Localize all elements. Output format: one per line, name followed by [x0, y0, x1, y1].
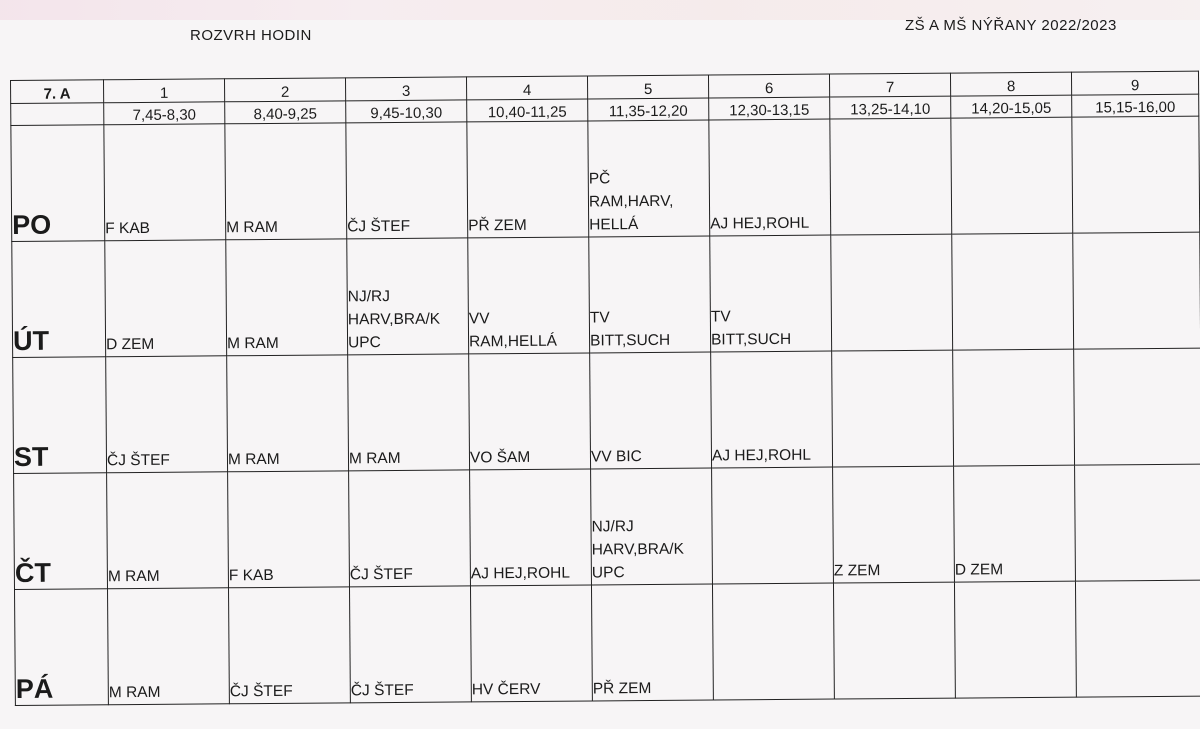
- day-row-pa: [15, 580, 1200, 705]
- day-label: ÚT: [12, 241, 106, 358]
- day-label: ČT: [14, 473, 108, 590]
- lesson-cell: Z ZEM: [833, 466, 955, 583]
- period-number: 4: [466, 76, 587, 100]
- lesson-cell: TV BITT,SUCH: [589, 236, 711, 353]
- lesson-cell: HV ČERV: [470, 585, 592, 702]
- lesson-cell: [952, 233, 1074, 350]
- period-time: 11,35-12,20: [588, 98, 709, 121]
- lesson-cell: D ZEM: [954, 465, 1076, 582]
- day-label: PO: [11, 125, 105, 242]
- lesson-cell: [712, 583, 834, 700]
- lesson-cell: [830, 118, 952, 235]
- lesson-cell: M RAM: [225, 123, 347, 240]
- lesson-cell: F KAB: [104, 124, 226, 241]
- lesson-cell: VO ŠAM: [469, 353, 591, 470]
- period-number: 1: [104, 79, 225, 103]
- lesson-cell: M RAM: [226, 239, 348, 356]
- lesson-cell: PŘ ZEM: [467, 121, 589, 238]
- lesson-cell: [833, 582, 955, 699]
- lesson-cell: F KAB: [228, 471, 350, 588]
- period-time: 10,40-11,25: [467, 99, 588, 122]
- period-time: 13,25-14,10: [830, 96, 951, 119]
- period-time: 8,40-9,25: [225, 101, 346, 124]
- lesson-cell: PŘ ZEM: [591, 584, 713, 701]
- period-number: 6: [708, 74, 829, 98]
- lesson-cell: ČJ ŠTEF: [349, 586, 471, 703]
- period-time: 7,45-8,30: [104, 102, 225, 125]
- lesson-cell: [951, 117, 1073, 234]
- school-name: ZŠ A MŠ NÝŘANY 2022/2023: [905, 17, 1117, 34]
- lesson-cell: TV BITT,SUCH: [710, 235, 832, 352]
- lesson-cell: NJ/RJ HARV,BRA/K UPC: [591, 468, 713, 585]
- day-row-po: [11, 116, 1200, 241]
- lesson-cell: ČJ ŠTEF: [349, 470, 471, 587]
- lesson-cell: [1072, 116, 1200, 233]
- lesson-cell: M RAM: [348, 354, 470, 471]
- lesson-cell: M RAM: [107, 472, 229, 589]
- lesson-cell: [953, 349, 1075, 466]
- period-number: 8: [950, 72, 1071, 96]
- period-number: 9: [1071, 71, 1198, 95]
- lesson-cell: NJ/RJ HARV,BRA/K UPC: [347, 238, 469, 355]
- lesson-cell: [1075, 580, 1200, 697]
- day-row-st: [13, 348, 1200, 473]
- document-title: ROZVRH HODIN: [190, 27, 312, 44]
- timetable-wrapper: [10, 71, 1200, 725]
- day-row-ut: [12, 232, 1200, 357]
- period-number: 7: [829, 73, 950, 97]
- lesson-cell: ČJ ŠTEF: [346, 122, 468, 239]
- lesson-cell: AJ HEJ,ROHL: [470, 469, 592, 586]
- period-number: 5: [587, 75, 708, 99]
- lesson-cell: M RAM: [227, 355, 349, 472]
- period-number: 3: [345, 77, 466, 101]
- day-row-ct: [14, 464, 1200, 589]
- corner-empty-cell: [11, 103, 104, 126]
- period-time: 15,15-16,00: [1072, 94, 1199, 117]
- lesson-cell: D ZEM: [105, 240, 227, 357]
- lesson-cell: VV RAM,HELLÁ: [468, 237, 590, 354]
- lesson-cell: AJ HEJ,ROHL: [709, 119, 831, 236]
- timetable: [10, 71, 1200, 706]
- lesson-cell: ČJ ŠTEF: [106, 356, 228, 473]
- lesson-cell: [1073, 232, 1200, 349]
- period-time: 12,30-13,15: [709, 97, 830, 120]
- lesson-cell: [1075, 464, 1200, 581]
- lesson-cell: [831, 234, 953, 351]
- lesson-cell: [712, 467, 834, 584]
- lesson-cell: M RAM: [107, 588, 229, 705]
- lesson-cell: [954, 581, 1076, 698]
- lesson-cell: [1074, 348, 1200, 465]
- period-number: 2: [224, 78, 345, 102]
- lesson-cell: AJ HEJ,ROHL: [711, 351, 833, 468]
- class-label: 7. A: [11, 80, 104, 104]
- lesson-cell: VV BIC: [590, 352, 712, 469]
- lesson-cell: [832, 350, 954, 467]
- day-label: ST: [13, 357, 107, 474]
- period-time: 14,20-15,05: [951, 95, 1072, 118]
- day-label: PÁ: [15, 589, 109, 706]
- period-time: 9,45-10,30: [346, 100, 467, 123]
- lesson-cell: PČ RAM,HARV, HELLÁ: [588, 120, 710, 237]
- lesson-cell: ČJ ŠTEF: [228, 587, 350, 704]
